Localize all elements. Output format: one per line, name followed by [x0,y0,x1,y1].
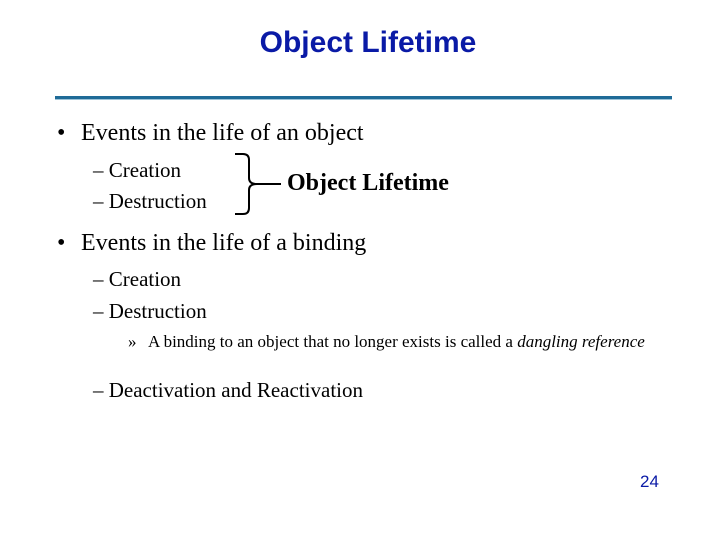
note-emphasis: dangling reference [517,332,645,351]
bullet-text: Events in the life of a binding [81,230,367,256]
subitem-destruction: – Destruction [93,189,207,213]
dangling-reference-note [128,331,668,352]
subitem-creation: – Creation [93,158,182,182]
subitem-deactivation-reactivation: – Deactivation and Reactivation [93,378,363,402]
bullet-marker: • [57,230,66,256]
note-text: A binding to an object that no longer exists is called a [148,332,513,351]
title-divider [55,96,672,99]
subitem-creation: – Creation [93,267,182,291]
note-marker: » [128,332,137,351]
bullet-object-events [57,120,364,147]
page-number: 24 [640,472,659,491]
bullet-marker: • [57,120,66,146]
bullet-binding-events [57,230,366,257]
right-brace-icon [233,152,283,216]
slide-title: Object Lifetime [259,26,477,59]
bullet-text: Events in the life of an object [81,120,364,146]
brace-label: Object Lifetime [287,170,449,196]
subitem-destruction: – Destruction [93,299,207,323]
